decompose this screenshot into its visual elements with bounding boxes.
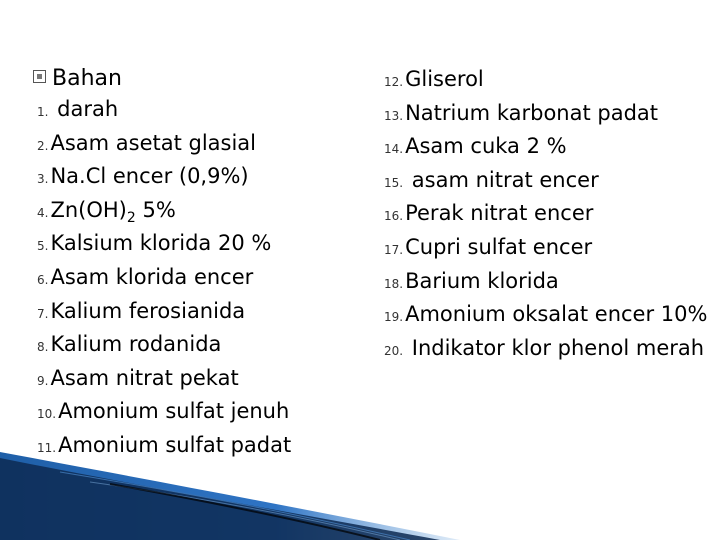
- item-number: 13.: [384, 108, 404, 123]
- item-number: 19.: [384, 310, 404, 325]
- item-text: Kalium rodanida: [50, 332, 222, 357]
- list-item: [33, 396, 333, 430]
- item-text: Asam klorida encer: [50, 264, 254, 289]
- list-item: [33, 161, 333, 195]
- item-text-suffix: 5%: [135, 197, 176, 222]
- right-column: [384, 64, 720, 366]
- list-item: [33, 296, 333, 330]
- item-number: 11.: [37, 440, 57, 455]
- item-number: 18.: [384, 276, 404, 291]
- section-heading: [33, 64, 333, 94]
- item-number: 2.: [37, 138, 49, 153]
- item-text: Perak nitrat encer: [405, 201, 594, 226]
- item-text: Indikator klor phenol merah: [405, 335, 705, 360]
- item-text: Cupri sulfat encer: [405, 234, 593, 259]
- list-item: [33, 430, 333, 464]
- item-number: 1.: [37, 105, 49, 119]
- item-number: 15.: [384, 175, 404, 190]
- item-text: darah: [50, 97, 119, 121]
- item-text: Asam asetat glasial: [50, 130, 257, 155]
- item-text: Na.Cl encer (0,9%): [50, 164, 249, 189]
- item-text: Amonium oksalat encer 10%: [405, 302, 708, 327]
- item-number: 9.: [37, 373, 49, 388]
- item-number: 14.: [384, 142, 404, 157]
- item-number: 6.: [37, 272, 49, 287]
- list-item: [384, 64, 720, 98]
- materials-list-left: [33, 94, 333, 464]
- item-number: 7.: [37, 306, 49, 321]
- item-number: 8.: [37, 340, 49, 355]
- item-text: Amonium sulfat jenuh: [58, 399, 290, 424]
- bullet-box-icon: [33, 70, 46, 83]
- item-text: asam nitrat encer: [405, 167, 599, 192]
- list-item: [384, 232, 720, 266]
- list-item: [384, 131, 720, 165]
- list-item: [384, 198, 720, 232]
- list-item: [384, 98, 720, 132]
- item-text: Gliserol: [405, 67, 484, 91]
- list-item: [33, 195, 333, 229]
- list-item: [33, 94, 333, 128]
- list-item: [33, 228, 333, 262]
- item-text: Kalsium klorida 20 %: [50, 231, 272, 256]
- item-number: 16.: [384, 209, 404, 224]
- item-text: Barium klorida: [405, 268, 559, 293]
- list-item: [33, 363, 333, 397]
- list-item: [33, 128, 333, 162]
- item-text: Natrium karbonat padat: [405, 100, 659, 125]
- list-item: [33, 262, 333, 296]
- list-item: [384, 165, 720, 199]
- list-item: [33, 329, 333, 363]
- item-text: Asam nitrat pekat: [50, 365, 239, 390]
- item-subscript: 2: [126, 209, 136, 226]
- heading-text: Bahan: [52, 66, 122, 91]
- item-number: 4.: [37, 205, 49, 220]
- item-number: 3.: [37, 172, 49, 187]
- item-number: 20.: [384, 343, 404, 358]
- item-number: 10.: [37, 407, 57, 422]
- item-number: 12.: [384, 75, 404, 89]
- item-number: 5.: [37, 239, 49, 254]
- list-item: [384, 266, 720, 300]
- left-column: [33, 64, 333, 464]
- list-item: [384, 333, 720, 367]
- item-text: Asam cuka 2 %: [405, 134, 567, 159]
- item-text: Amonium sulfat padat: [58, 432, 292, 457]
- materials-list-right: [384, 64, 720, 366]
- item-text: Kalium ferosianida: [50, 298, 246, 323]
- list-item: [384, 299, 720, 333]
- item-number: 17.: [384, 242, 404, 257]
- item-text: Zn(OH): [50, 197, 127, 222]
